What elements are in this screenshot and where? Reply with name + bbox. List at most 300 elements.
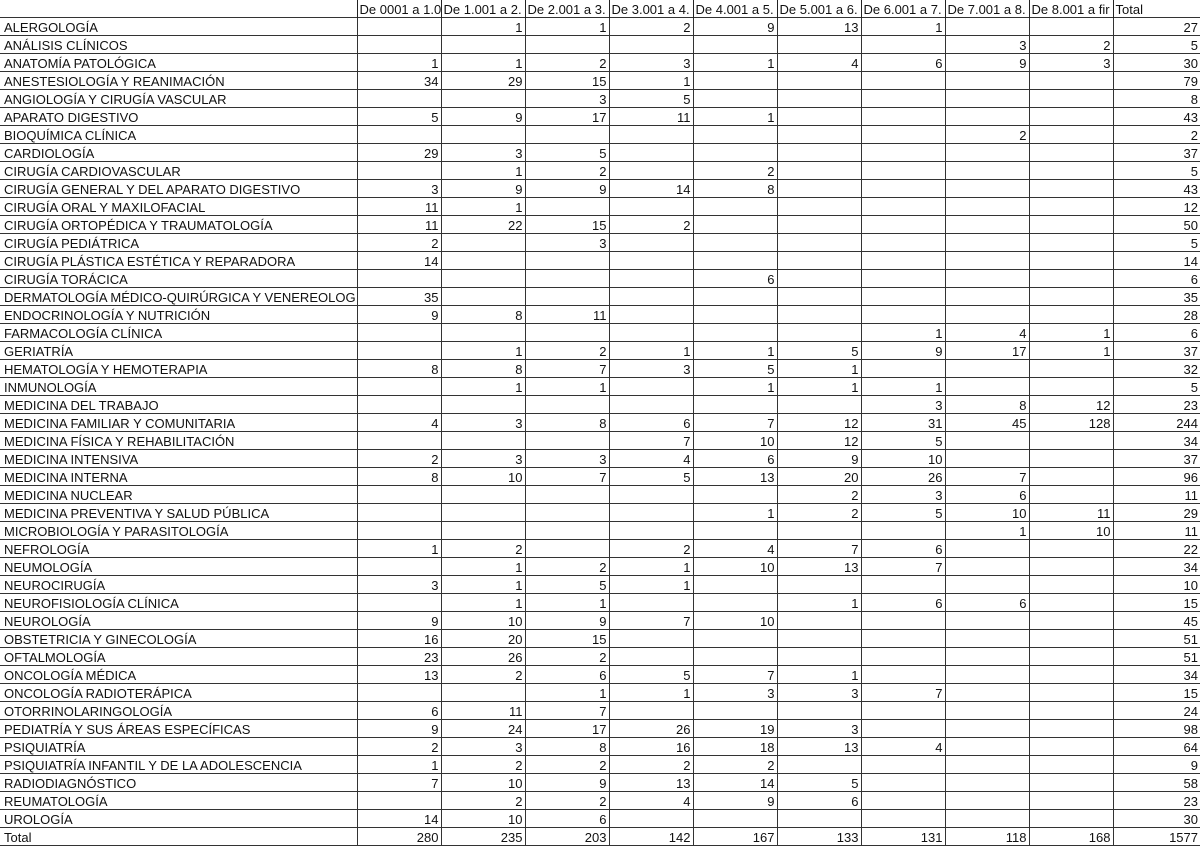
- total-cell[interactable]: 23: [1113, 396, 1200, 414]
- count-cell[interactable]: [609, 306, 693, 324]
- count-cell[interactable]: [441, 234, 525, 252]
- count-cell[interactable]: [777, 144, 861, 162]
- count-cell[interactable]: [1029, 72, 1113, 90]
- count-cell[interactable]: 18: [693, 738, 777, 756]
- count-cell[interactable]: 7: [945, 468, 1029, 486]
- count-cell[interactable]: [357, 792, 441, 810]
- count-cell[interactable]: 2: [357, 738, 441, 756]
- count-cell[interactable]: 3: [525, 90, 609, 108]
- specialty-cell[interactable]: FARMACOLOGÍA CLÍNICA: [0, 324, 357, 342]
- count-cell[interactable]: [693, 216, 777, 234]
- count-cell[interactable]: 5: [525, 576, 609, 594]
- count-cell[interactable]: 10: [861, 450, 945, 468]
- count-cell[interactable]: 5: [861, 504, 945, 522]
- count-cell[interactable]: 8: [525, 414, 609, 432]
- count-cell[interactable]: 9: [861, 342, 945, 360]
- count-cell[interactable]: 34: [357, 72, 441, 90]
- count-cell[interactable]: [357, 36, 441, 54]
- total-cell[interactable]: 35: [1113, 288, 1200, 306]
- count-cell[interactable]: [945, 288, 1029, 306]
- count-cell[interactable]: [693, 144, 777, 162]
- count-cell[interactable]: [861, 36, 945, 54]
- count-cell[interactable]: 8: [441, 360, 525, 378]
- count-cell[interactable]: 2: [693, 756, 777, 774]
- count-cell[interactable]: [945, 198, 1029, 216]
- total-cell[interactable]: 27: [1113, 18, 1200, 36]
- count-cell[interactable]: 2: [693, 162, 777, 180]
- count-cell[interactable]: 3: [609, 360, 693, 378]
- count-cell[interactable]: 11: [609, 108, 693, 126]
- count-cell[interactable]: 13: [777, 18, 861, 36]
- count-cell[interactable]: 1: [357, 756, 441, 774]
- count-cell[interactable]: [777, 702, 861, 720]
- count-cell[interactable]: [693, 306, 777, 324]
- count-cell[interactable]: 1: [861, 18, 945, 36]
- count-cell[interactable]: 15: [525, 72, 609, 90]
- count-cell[interactable]: [357, 378, 441, 396]
- count-cell[interactable]: [777, 630, 861, 648]
- count-cell[interactable]: 8: [357, 468, 441, 486]
- header-cell-range[interactable]: De 1.001 a 2.: [441, 0, 525, 18]
- count-cell[interactable]: [861, 774, 945, 792]
- count-cell[interactable]: [777, 576, 861, 594]
- count-cell[interactable]: 6: [861, 54, 945, 72]
- count-cell[interactable]: 9: [777, 450, 861, 468]
- total-cell[interactable]: 6: [1113, 324, 1200, 342]
- count-cell[interactable]: 6: [861, 540, 945, 558]
- count-cell[interactable]: [693, 90, 777, 108]
- count-cell[interactable]: [441, 36, 525, 54]
- total-cell[interactable]: 5: [1113, 234, 1200, 252]
- count-cell[interactable]: [441, 90, 525, 108]
- total-cell[interactable]: 22: [1113, 540, 1200, 558]
- count-cell[interactable]: 29: [357, 144, 441, 162]
- count-cell[interactable]: 128: [1029, 414, 1113, 432]
- count-cell[interactable]: 13: [693, 468, 777, 486]
- total-cell[interactable]: 24: [1113, 702, 1200, 720]
- specialty-cell[interactable]: ENDOCRINOLOGÍA Y NUTRICIÓN: [0, 306, 357, 324]
- count-cell[interactable]: [861, 180, 945, 198]
- count-cell[interactable]: 5: [357, 108, 441, 126]
- count-cell[interactable]: [609, 126, 693, 144]
- count-cell[interactable]: [777, 288, 861, 306]
- count-cell[interactable]: 3: [357, 180, 441, 198]
- count-cell[interactable]: 13: [777, 738, 861, 756]
- total-cell[interactable]: 15: [1113, 684, 1200, 702]
- count-cell[interactable]: [861, 198, 945, 216]
- count-cell[interactable]: 2: [441, 666, 525, 684]
- count-cell[interactable]: 1: [525, 594, 609, 612]
- count-cell[interactable]: [1029, 576, 1113, 594]
- specialty-cell[interactable]: MICROBIOLOGÍA Y PARASITOLOGÍA: [0, 522, 357, 540]
- specialty-cell[interactable]: OBSTETRICIA Y GINECOLOGÍA: [0, 630, 357, 648]
- count-cell[interactable]: 23: [357, 648, 441, 666]
- count-cell[interactable]: [525, 288, 609, 306]
- count-cell[interactable]: 9: [441, 108, 525, 126]
- total-cell[interactable]: 45: [1113, 612, 1200, 630]
- count-cell[interactable]: 10: [1029, 522, 1113, 540]
- count-cell[interactable]: [1029, 612, 1113, 630]
- specialty-cell[interactable]: REUMATOLOGÍA: [0, 792, 357, 810]
- header-cell-range[interactable]: De 8.001 a fir: [1029, 0, 1113, 18]
- count-cell[interactable]: 3: [777, 720, 861, 738]
- total-cell[interactable]: 79: [1113, 72, 1200, 90]
- specialty-cell[interactable]: OFTALMOLOGÍA: [0, 648, 357, 666]
- count-cell[interactable]: [693, 324, 777, 342]
- count-cell[interactable]: [945, 612, 1029, 630]
- count-cell[interactable]: 168: [1029, 828, 1113, 846]
- count-cell[interactable]: 1: [525, 684, 609, 702]
- total-cell[interactable]: 23: [1113, 792, 1200, 810]
- count-cell[interactable]: [945, 558, 1029, 576]
- count-cell[interactable]: 22: [441, 216, 525, 234]
- count-cell[interactable]: [441, 288, 525, 306]
- count-cell[interactable]: 118: [945, 828, 1029, 846]
- count-cell[interactable]: 6: [861, 594, 945, 612]
- count-cell[interactable]: [1029, 774, 1113, 792]
- total-cell[interactable]: 6: [1113, 270, 1200, 288]
- total-cell[interactable]: 51: [1113, 630, 1200, 648]
- count-cell[interactable]: [357, 396, 441, 414]
- count-cell[interactable]: [357, 504, 441, 522]
- count-cell[interactable]: 4: [609, 450, 693, 468]
- header-cell-range[interactable]: De 5.001 a 6.: [777, 0, 861, 18]
- count-cell[interactable]: 11: [357, 198, 441, 216]
- count-cell[interactable]: [1029, 450, 1113, 468]
- count-cell[interactable]: 1: [777, 378, 861, 396]
- total-cell[interactable]: 43: [1113, 108, 1200, 126]
- count-cell[interactable]: [1029, 540, 1113, 558]
- header-cell-specialty[interactable]: [0, 0, 357, 18]
- count-cell[interactable]: [945, 270, 1029, 288]
- count-cell[interactable]: 35: [357, 288, 441, 306]
- count-cell[interactable]: 2: [945, 126, 1029, 144]
- count-cell[interactable]: [1029, 198, 1113, 216]
- count-cell[interactable]: 12: [1029, 396, 1113, 414]
- count-cell[interactable]: [1029, 90, 1113, 108]
- count-cell[interactable]: [777, 90, 861, 108]
- count-cell[interactable]: 10: [441, 468, 525, 486]
- specialty-cell[interactable]: INMUNOLOGÍA: [0, 378, 357, 396]
- total-cell[interactable]: 15: [1113, 594, 1200, 612]
- count-cell[interactable]: [861, 360, 945, 378]
- count-cell[interactable]: [609, 810, 693, 828]
- count-cell[interactable]: 3: [861, 396, 945, 414]
- count-cell[interactable]: [945, 666, 1029, 684]
- total-cell[interactable]: 8: [1113, 90, 1200, 108]
- count-cell[interactable]: 19: [693, 720, 777, 738]
- count-cell[interactable]: 8: [945, 396, 1029, 414]
- count-cell[interactable]: [1029, 702, 1113, 720]
- count-cell[interactable]: 2: [525, 756, 609, 774]
- count-cell[interactable]: 1: [945, 522, 1029, 540]
- count-cell[interactable]: [357, 126, 441, 144]
- count-cell[interactable]: [1029, 738, 1113, 756]
- count-cell[interactable]: [525, 126, 609, 144]
- count-cell[interactable]: 24: [441, 720, 525, 738]
- count-cell[interactable]: [441, 486, 525, 504]
- count-cell[interactable]: 12: [777, 414, 861, 432]
- specialty-cell[interactable]: MEDICINA INTENSIVA: [0, 450, 357, 468]
- count-cell[interactable]: 11: [357, 216, 441, 234]
- count-cell[interactable]: 2: [525, 558, 609, 576]
- count-cell[interactable]: [945, 234, 1029, 252]
- count-cell[interactable]: 3: [777, 684, 861, 702]
- count-cell[interactable]: [1029, 648, 1113, 666]
- count-cell[interactable]: [861, 252, 945, 270]
- count-cell[interactable]: [945, 648, 1029, 666]
- count-cell[interactable]: [1029, 810, 1113, 828]
- count-cell[interactable]: [693, 36, 777, 54]
- count-cell[interactable]: 5: [777, 342, 861, 360]
- total-cell[interactable]: 5: [1113, 36, 1200, 54]
- count-cell[interactable]: [777, 306, 861, 324]
- count-cell[interactable]: 3: [441, 450, 525, 468]
- count-cell[interactable]: 8: [441, 306, 525, 324]
- specialty-cell[interactable]: NEUROCIRUGÍA: [0, 576, 357, 594]
- count-cell[interactable]: 7: [525, 360, 609, 378]
- total-cell[interactable]: 12: [1113, 198, 1200, 216]
- count-cell[interactable]: [357, 522, 441, 540]
- count-cell[interactable]: 1: [525, 378, 609, 396]
- count-cell[interactable]: 1: [441, 558, 525, 576]
- count-cell[interactable]: 1: [1029, 342, 1113, 360]
- specialty-cell[interactable]: ANGIOLOGÍA Y CIRUGÍA VASCULAR: [0, 90, 357, 108]
- specialty-cell[interactable]: PSIQUIATRÍA: [0, 738, 357, 756]
- count-cell[interactable]: [609, 198, 693, 216]
- count-cell[interactable]: 1: [441, 342, 525, 360]
- count-cell[interactable]: [357, 594, 441, 612]
- count-cell[interactable]: 2: [525, 792, 609, 810]
- count-cell[interactable]: [1029, 468, 1113, 486]
- total-cell[interactable]: 50: [1113, 216, 1200, 234]
- count-cell[interactable]: [357, 684, 441, 702]
- count-cell[interactable]: [441, 270, 525, 288]
- count-cell[interactable]: [945, 540, 1029, 558]
- header-cell-total[interactable]: Total: [1113, 0, 1200, 18]
- specialty-cell[interactable]: GERIATRÍA: [0, 342, 357, 360]
- count-cell[interactable]: 7: [525, 468, 609, 486]
- count-cell[interactable]: [693, 486, 777, 504]
- count-cell[interactable]: [945, 252, 1029, 270]
- count-cell[interactable]: [945, 576, 1029, 594]
- count-cell[interactable]: 6: [945, 486, 1029, 504]
- count-cell[interactable]: 1: [777, 360, 861, 378]
- count-cell[interactable]: [441, 432, 525, 450]
- count-cell[interactable]: 2: [357, 234, 441, 252]
- count-cell[interactable]: 2: [609, 540, 693, 558]
- count-cell[interactable]: [693, 234, 777, 252]
- count-cell[interactable]: 17: [525, 720, 609, 738]
- specialty-cell[interactable]: ANÁLISIS CLÍNICOS: [0, 36, 357, 54]
- count-cell[interactable]: [609, 324, 693, 342]
- specialty-cell[interactable]: NEFROLOGÍA: [0, 540, 357, 558]
- count-cell[interactable]: [945, 702, 1029, 720]
- count-cell[interactable]: [693, 630, 777, 648]
- count-cell[interactable]: [357, 324, 441, 342]
- count-cell[interactable]: [1029, 378, 1113, 396]
- count-cell[interactable]: [777, 612, 861, 630]
- count-cell[interactable]: [525, 540, 609, 558]
- header-cell-range[interactable]: De 4.001 a 5.: [693, 0, 777, 18]
- specialty-cell[interactable]: CIRUGÍA ORAL Y MAXILOFACIAL: [0, 198, 357, 216]
- count-cell[interactable]: 20: [441, 630, 525, 648]
- count-cell[interactable]: [609, 144, 693, 162]
- count-cell[interactable]: 26: [609, 720, 693, 738]
- specialty-cell[interactable]: NEUMOLOGÍA: [0, 558, 357, 576]
- count-cell[interactable]: 1: [609, 558, 693, 576]
- count-cell[interactable]: 10: [693, 558, 777, 576]
- total-cell[interactable]: 51: [1113, 648, 1200, 666]
- total-cell[interactable]: 30: [1113, 810, 1200, 828]
- count-cell[interactable]: 11: [525, 306, 609, 324]
- count-cell[interactable]: 10: [693, 612, 777, 630]
- count-cell[interactable]: 7: [861, 684, 945, 702]
- count-cell[interactable]: 6: [525, 810, 609, 828]
- count-cell[interactable]: 3: [609, 54, 693, 72]
- count-cell[interactable]: 7: [693, 414, 777, 432]
- specialty-cell[interactable]: ONCOLOGÍA RADIOTERÁPICA: [0, 684, 357, 702]
- count-cell[interactable]: 6: [777, 792, 861, 810]
- count-cell[interactable]: [441, 504, 525, 522]
- count-cell[interactable]: [1029, 180, 1113, 198]
- count-cell[interactable]: [945, 810, 1029, 828]
- total-cell[interactable]: 11: [1113, 522, 1200, 540]
- count-cell[interactable]: 26: [861, 468, 945, 486]
- count-cell[interactable]: 3: [441, 738, 525, 756]
- count-cell[interactable]: [1029, 558, 1113, 576]
- count-cell[interactable]: [693, 576, 777, 594]
- count-cell[interactable]: 2: [609, 18, 693, 36]
- count-cell[interactable]: 6: [693, 450, 777, 468]
- count-cell[interactable]: 14: [357, 810, 441, 828]
- count-cell[interactable]: [945, 792, 1029, 810]
- count-cell[interactable]: 6: [525, 666, 609, 684]
- count-cell[interactable]: [693, 252, 777, 270]
- count-cell[interactable]: 45: [945, 414, 1029, 432]
- count-cell[interactable]: [777, 72, 861, 90]
- count-cell[interactable]: [945, 378, 1029, 396]
- total-cell[interactable]: 1577: [1113, 828, 1200, 846]
- count-cell[interactable]: [945, 216, 1029, 234]
- specialty-cell[interactable]: ONCOLOGÍA MÉDICA: [0, 666, 357, 684]
- count-cell[interactable]: 9: [525, 180, 609, 198]
- total-cell[interactable]: 14: [1113, 252, 1200, 270]
- specialty-cell[interactable]: MEDICINA INTERNA: [0, 468, 357, 486]
- count-cell[interactable]: 14: [693, 774, 777, 792]
- count-cell[interactable]: [777, 396, 861, 414]
- count-cell[interactable]: [777, 810, 861, 828]
- count-cell[interactable]: [945, 108, 1029, 126]
- specialty-cell[interactable]: OTORRINOLARINGOLOGÍA: [0, 702, 357, 720]
- count-cell[interactable]: [861, 792, 945, 810]
- count-cell[interactable]: [441, 126, 525, 144]
- count-cell[interactable]: 13: [609, 774, 693, 792]
- count-cell[interactable]: 1: [777, 666, 861, 684]
- count-cell[interactable]: [861, 126, 945, 144]
- count-cell[interactable]: 9: [693, 18, 777, 36]
- specialty-cell[interactable]: BIOQUÍMICA CLÍNICA: [0, 126, 357, 144]
- count-cell[interactable]: [861, 648, 945, 666]
- specialty-cell[interactable]: CIRUGÍA PEDIÁTRICA: [0, 234, 357, 252]
- count-cell[interactable]: 9: [357, 612, 441, 630]
- count-cell[interactable]: 8: [525, 738, 609, 756]
- count-cell[interactable]: [609, 504, 693, 522]
- count-cell[interactable]: [525, 36, 609, 54]
- count-cell[interactable]: [861, 288, 945, 306]
- count-cell[interactable]: [945, 180, 1029, 198]
- count-cell[interactable]: 4: [777, 54, 861, 72]
- count-cell[interactable]: 6: [945, 594, 1029, 612]
- count-cell[interactable]: 4: [609, 792, 693, 810]
- total-cell[interactable]: 11: [1113, 486, 1200, 504]
- count-cell[interactable]: 17: [945, 342, 1029, 360]
- count-cell[interactable]: [609, 648, 693, 666]
- count-cell[interactable]: [441, 252, 525, 270]
- count-cell[interactable]: [693, 396, 777, 414]
- count-cell[interactable]: 1: [357, 540, 441, 558]
- count-cell[interactable]: 1: [357, 54, 441, 72]
- count-cell[interactable]: [861, 144, 945, 162]
- count-cell[interactable]: [525, 270, 609, 288]
- count-cell[interactable]: [1029, 666, 1113, 684]
- count-cell[interactable]: 131: [861, 828, 945, 846]
- specialty-cell[interactable]: MEDICINA PREVENTIVA Y SALUD PÚBLICA: [0, 504, 357, 522]
- count-cell[interactable]: [609, 378, 693, 396]
- count-cell[interactable]: [1029, 216, 1113, 234]
- count-cell[interactable]: 15: [525, 630, 609, 648]
- count-cell[interactable]: [777, 180, 861, 198]
- count-cell[interactable]: 17: [525, 108, 609, 126]
- count-cell[interactable]: 2: [525, 54, 609, 72]
- count-cell[interactable]: [525, 522, 609, 540]
- count-cell[interactable]: 14: [609, 180, 693, 198]
- count-cell[interactable]: [693, 702, 777, 720]
- count-cell[interactable]: 1: [609, 72, 693, 90]
- specialty-cell[interactable]: APARATO DIGESTIVO: [0, 108, 357, 126]
- count-cell[interactable]: [1029, 252, 1113, 270]
- count-cell[interactable]: 12: [777, 432, 861, 450]
- count-cell[interactable]: 1: [693, 342, 777, 360]
- count-cell[interactable]: 5: [693, 360, 777, 378]
- count-cell[interactable]: 5: [609, 90, 693, 108]
- count-cell[interactable]: 2: [609, 216, 693, 234]
- count-cell[interactable]: 15: [525, 216, 609, 234]
- count-cell[interactable]: 2: [525, 342, 609, 360]
- count-cell[interactable]: [609, 270, 693, 288]
- specialty-cell[interactable]: CIRUGÍA TORÁCICA: [0, 270, 357, 288]
- specialty-cell[interactable]: CIRUGÍA CARDIOVASCULAR: [0, 162, 357, 180]
- count-cell[interactable]: [945, 432, 1029, 450]
- count-cell[interactable]: [357, 486, 441, 504]
- count-cell[interactable]: 4: [945, 324, 1029, 342]
- count-cell[interactable]: 10: [945, 504, 1029, 522]
- count-cell[interactable]: [357, 342, 441, 360]
- count-cell[interactable]: [609, 522, 693, 540]
- count-cell[interactable]: [945, 162, 1029, 180]
- count-cell[interactable]: [1029, 720, 1113, 738]
- count-cell[interactable]: 7: [693, 666, 777, 684]
- count-cell[interactable]: [777, 162, 861, 180]
- count-cell[interactable]: 3: [441, 414, 525, 432]
- count-cell[interactable]: 2: [441, 792, 525, 810]
- count-cell[interactable]: 4: [861, 738, 945, 756]
- count-cell[interactable]: [861, 90, 945, 108]
- count-cell[interactable]: [945, 720, 1029, 738]
- count-cell[interactable]: 3: [1029, 54, 1113, 72]
- count-cell[interactable]: [1029, 270, 1113, 288]
- count-cell[interactable]: [861, 666, 945, 684]
